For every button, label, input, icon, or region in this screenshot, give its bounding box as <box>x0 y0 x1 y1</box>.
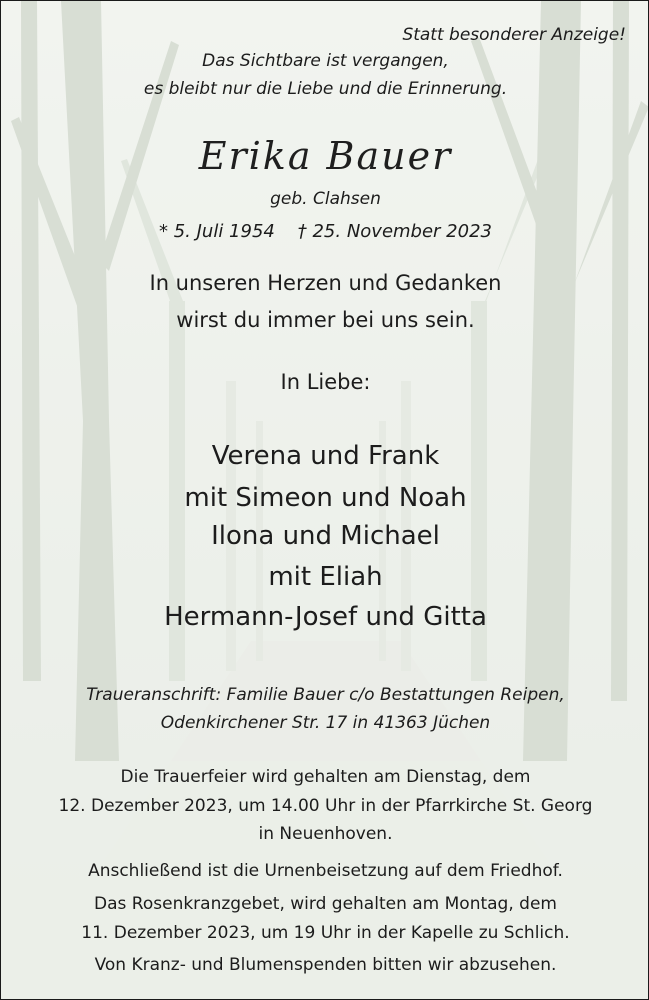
flowers-line: Von Kranz- und Blumenspenden bitten wir abzusehen. <box>94 955 557 975</box>
deceased-name: Erika Bauer <box>198 134 453 178</box>
funeral-line-1: Die Trauerfeier wird gehalten am Dienstag, dem <box>120 767 531 787</box>
burial-line: Anschließend ist die Urnenbeisetzung auf dem Friedhof. <box>88 861 563 881</box>
in-love-label: In Liebe: <box>280 370 371 394</box>
address-line-2: Odenkirchener Str. 17 in 41363 Jüchen <box>160 713 491 733</box>
notice-header: Statt besonderer Anzeige! <box>402 25 626 45</box>
funeral-line-2: 12. Dezember 2023, um 14.00 Uhr in der Pfarrkirche St. Georg <box>58 796 593 816</box>
family-member-line: Ilona und Michael <box>211 521 440 551</box>
funeral-line-3: in Neuenhoven. <box>258 824 393 844</box>
verse-line-2: wirst du immer bei uns sein. <box>176 308 475 332</box>
family-member-line: Verena und Frank <box>211 441 440 471</box>
address-line-1: Traueranschrift: Familie Bauer c/o Bestattungen Reipen, <box>86 685 565 705</box>
rosary-line-2: 11. Dezember 2023, um 19 Uhr in der Kapelle zu Schlich. <box>81 923 570 943</box>
motto-line-1: Das Sichtbare ist vergangen, <box>202 51 449 71</box>
rosary-line-1: Das Rosenkranzgebet, wird gehalten am Montag, dem <box>94 894 557 914</box>
family-member-line: mit Eliah <box>268 562 383 592</box>
motto-line-2: es bleibt nur die Liebe und die Erinnerung. <box>143 79 508 99</box>
life-dates: * 5. Juli 1954 † 25. November 2023 <box>159 221 492 242</box>
verse-line-1: In unseren Herzen und Gedanken <box>149 271 502 295</box>
family-member-line: Hermann-Josef und Gitta <box>164 602 487 632</box>
maiden-name: geb. Clahsen <box>270 189 381 209</box>
family-member-line: mit Simeon und Noah <box>184 483 467 513</box>
